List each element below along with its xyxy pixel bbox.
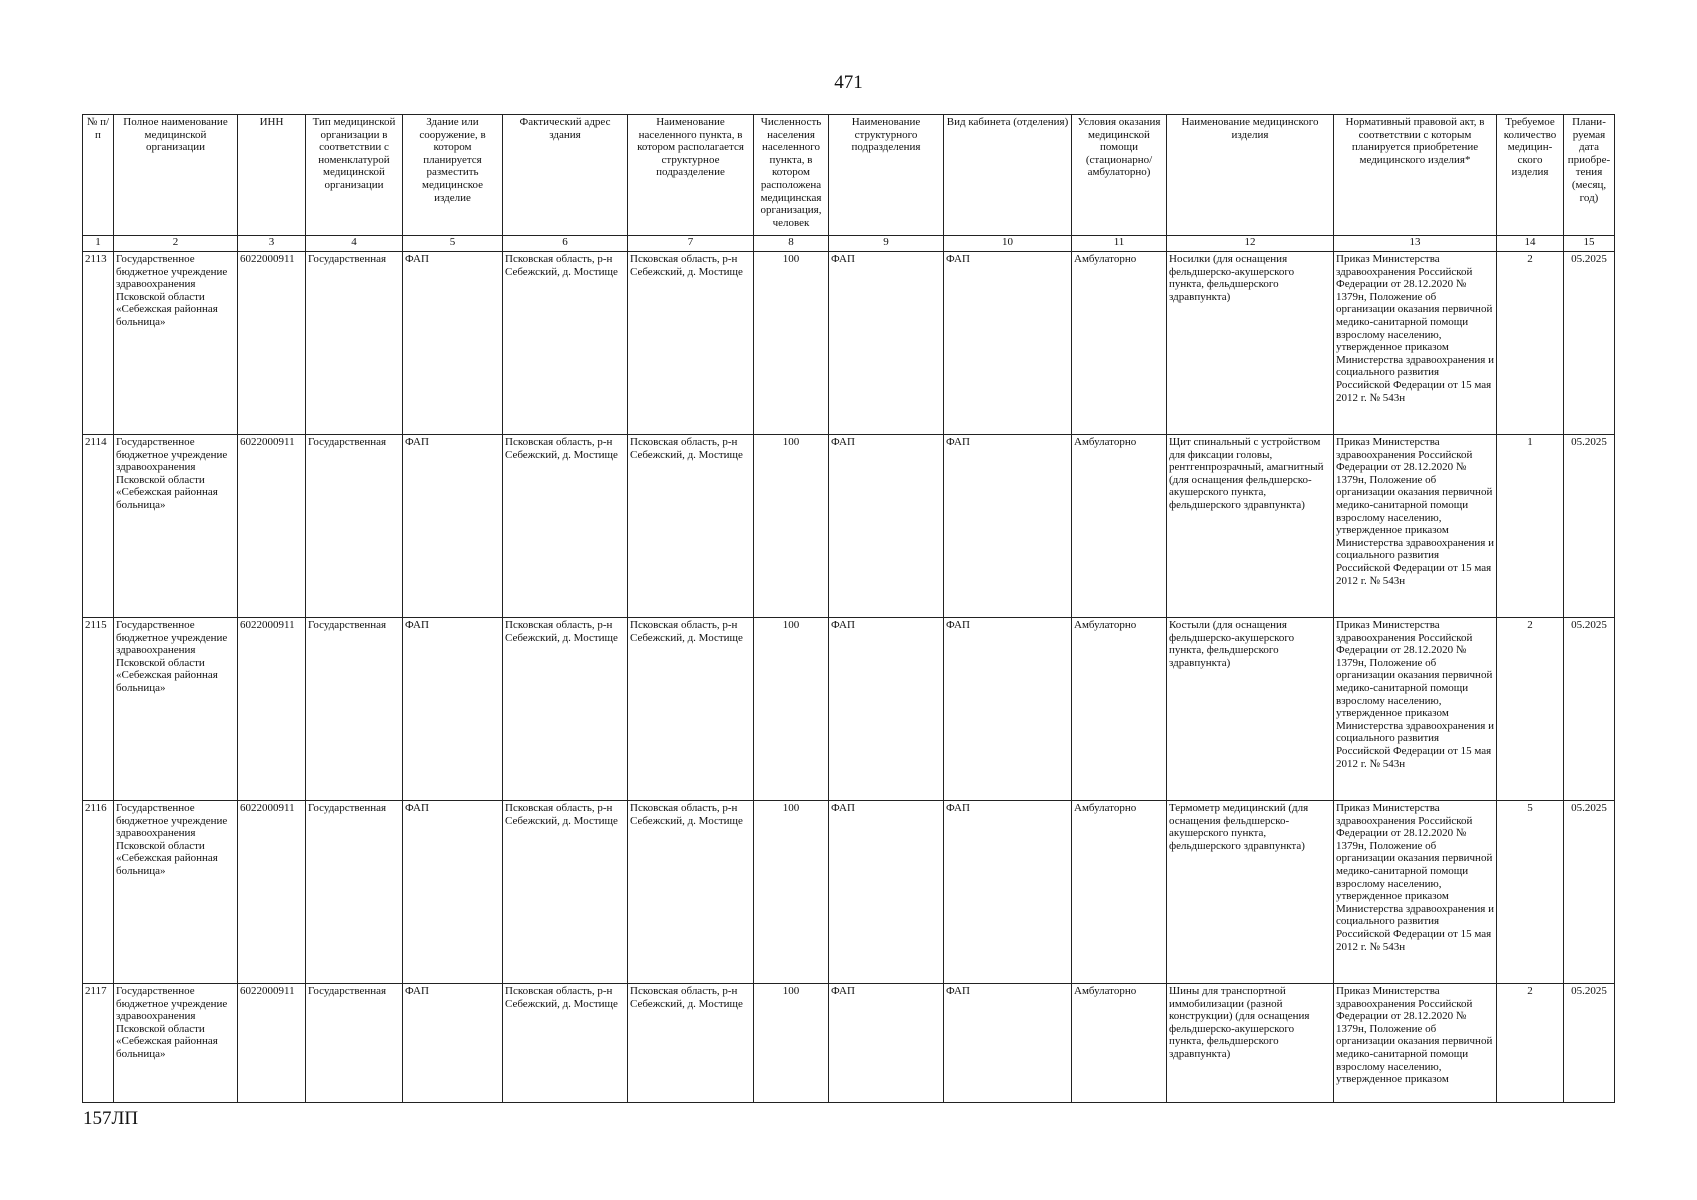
cell-num: 2117 (83, 984, 114, 1103)
cell-population: 100 (754, 252, 829, 435)
cell-population: 100 (754, 984, 829, 1103)
column-number-row (83, 236, 1615, 252)
cell-type: Государственная (306, 618, 403, 801)
cell-settlement: Псковская область, р-н Себежский, д. Мостище (628, 252, 754, 435)
col-number: 12 (1167, 236, 1334, 252)
header-settlement: Наименование населенного пункта, в котором располагается структурное подразделение (628, 115, 754, 236)
cell-unit: ФАП (829, 801, 944, 984)
cell-address: Псковская область, р-н Себежский, д. Мостище (503, 618, 628, 801)
cell-building: ФАП (403, 618, 503, 801)
cell-address: Псковская область, р-н Себежский, д. Мостище (503, 801, 628, 984)
col-number: 7 (628, 236, 754, 252)
col-number: 1 (83, 236, 114, 252)
header-address: Фактический адрес здания (503, 115, 628, 236)
cell-address: Псковская область, р-н Себежский, д. Мостище (503, 984, 628, 1103)
cell-building: ФАП (403, 435, 503, 618)
cell-qty: 2 (1497, 984, 1564, 1103)
cell-num: 2115 (83, 618, 114, 801)
cell-type: Государственная (306, 252, 403, 435)
col-number: 5 (403, 236, 503, 252)
cell-cabinet: ФАП (944, 618, 1072, 801)
header-unit: Наименование структурного подразделения (829, 115, 944, 236)
cell-act: Приказ Министерства здравоохранения Российской Федерации от 28.12.2020 № 1379н, Положение об организации оказания первичной медико-санитарной помощи взрослому населению, утвержденное приказом Министерства здравоохранения и социального развития Российской Федерации от 15 мая 2012 г. № 543н (1334, 435, 1497, 618)
page-number: 471 (834, 72, 863, 93)
table-row (83, 252, 1615, 435)
cell-org: Государственное бюджетное учреждение здравоохранения Псковской области «Себежская районная больница» (114, 801, 238, 984)
header-device: Наименование медицинского изделия (1167, 115, 1334, 236)
cell-building: ФАП (403, 984, 503, 1103)
cell-date: 05.2025 (1564, 618, 1615, 801)
cell-population: 100 (754, 618, 829, 801)
cell-org: Государственное бюджетное учреждение здравоохранения Псковской области «Себежская районная больница» (114, 435, 238, 618)
cell-org: Государственное бюджетное учреждение здравоохранения Псковской области «Себежская районная больница» (114, 252, 238, 435)
cell-device: Костыли (для оснащения фельдшерско-акушерского пункта, фельдшерского здравпункта) (1167, 618, 1334, 801)
cell-qty: 2 (1497, 618, 1564, 801)
col-number: 2 (114, 236, 238, 252)
header-act: Нормативный правовой акт, в соответствии с которым планируется приобретение медицинского изделия* (1334, 115, 1497, 236)
header-type: Тип медицинской организации в соответствии с номенклатурой медицинской организации (306, 115, 403, 236)
header-date: Плани-руемая дата приобре-тения (месяц, год) (1564, 115, 1615, 236)
cell-type: Государственная (306, 984, 403, 1103)
cell-num: 2113 (83, 252, 114, 435)
cell-population: 100 (754, 801, 829, 984)
header-org: Полное наименование медицинской организации (114, 115, 238, 236)
header-building: Здание или сооружение, в котором планируется разместить медицинское изделие (403, 115, 503, 236)
cell-device: Шины для транспортной иммобилизации (разной конструкции) (для оснащения фельдшерско-акушерского пункта, фельдшерского здравпункта) (1167, 984, 1334, 1103)
col-number: 10 (944, 236, 1072, 252)
cell-cabinet: ФАП (944, 984, 1072, 1103)
cell-act: Приказ Министерства здравоохранения Российской Федерации от 28.12.2020 № 1379н, Положение об организации оказания первичной медико-санитарной помощи взрослому населению, утвержденное приказом Министерства здравоохранения и социального развития Российской Федерации от 15 мая 2012 г. № 543н (1334, 801, 1497, 984)
table-row (83, 801, 1615, 984)
header-row (83, 115, 1615, 236)
cell-num: 2114 (83, 435, 114, 618)
cell-conditions: Амбулаторно (1072, 435, 1167, 618)
cell-inn: 6022000911 (238, 618, 306, 801)
cell-qty: 2 (1497, 252, 1564, 435)
cell-conditions: Амбулаторно (1072, 984, 1167, 1103)
col-number: 9 (829, 236, 944, 252)
cell-qty: 1 (1497, 435, 1564, 618)
cell-device: Щит спинальный с устройством для фиксации головы, рентгенпрозрачный, амагнитный (для оснащения фельдшерско-акушерского пункта, фельдшерского здравпункта) (1167, 435, 1334, 618)
header-num: № п/п (83, 115, 114, 236)
cell-date: 05.2025 (1564, 435, 1615, 618)
cell-act: Приказ Министерства здравоохранения Российской Федерации от 28.12.2020 № 1379н, Положение об организации оказания первичной медико-санитарной помощи взрослому населению, утвержденное приказом Министерства здравоохранения и социального развития Российской Федерации от 15 мая 2012 г. № 543н (1334, 252, 1497, 435)
header-population: Численность населения населенного пункта, в котором расположена медицинская организация, человек (754, 115, 829, 236)
cell-cabinet: ФАП (944, 435, 1072, 618)
col-number: 15 (1564, 236, 1615, 252)
cell-date: 05.2025 (1564, 801, 1615, 984)
cell-qty: 5 (1497, 801, 1564, 984)
cell-settlement: Псковская область, р-н Себежский, д. Мостище (628, 435, 754, 618)
cell-act: Приказ Министерства здравоохранения Российской Федерации от 28.12.2020 № 1379н, Положение об организации оказания первичной медико-санитарной помощи взрослому населению, утвержденное приказом Министерства здравоохранения и социального развития Российской Федерации от 15 мая 2012 г. № 543н (1334, 618, 1497, 801)
cell-conditions: Амбулаторно (1072, 252, 1167, 435)
cell-settlement: Псковская область, р-н Себежский, д. Мостище (628, 618, 754, 801)
col-number: 8 (754, 236, 829, 252)
cell-inn: 6022000911 (238, 252, 306, 435)
table-row (83, 984, 1615, 1103)
cell-unit: ФАП (829, 618, 944, 801)
cell-device: Носилки (для оснащения фельдшерско-акушерского пункта, фельдшерского здравпункта) (1167, 252, 1334, 435)
cell-num: 2116 (83, 801, 114, 984)
equipment-table (82, 114, 1615, 1103)
cell-cabinet: ФАП (944, 252, 1072, 435)
col-number: 3 (238, 236, 306, 252)
cell-type: Государственная (306, 801, 403, 984)
cell-address: Псковская область, р-н Себежский, д. Мостище (503, 252, 628, 435)
cell-unit: ФАП (829, 435, 944, 618)
col-number: 11 (1072, 236, 1167, 252)
col-number: 4 (306, 236, 403, 252)
cell-device: Термометр медицинский (для оснащения фельдшерско-акушерского пункта, фельдшерского здравпункта) (1167, 801, 1334, 984)
cell-date: 05.2025 (1564, 252, 1615, 435)
cell-building: ФАП (403, 801, 503, 984)
col-number: 13 (1334, 236, 1497, 252)
cell-population: 100 (754, 435, 829, 618)
cell-inn: 6022000911 (238, 984, 306, 1103)
header-inn: ИНН (238, 115, 306, 236)
cell-type: Государственная (306, 435, 403, 618)
table-row (83, 618, 1615, 801)
cell-address: Псковская область, р-н Себежский, д. Мостище (503, 435, 628, 618)
cell-inn: 6022000911 (238, 801, 306, 984)
cell-conditions: Амбулаторно (1072, 801, 1167, 984)
cell-org: Государственное бюджетное учреждение здравоохранения Псковской области «Себежская районная больница» (114, 618, 238, 801)
cell-unit: ФАП (829, 984, 944, 1103)
cell-unit: ФАП (829, 252, 944, 435)
header-cabinet: Вид кабинета (отделения) (944, 115, 1072, 236)
cell-settlement: Псковская область, р-н Себежский, д. Мостище (628, 801, 754, 984)
document-code: 157ЛП (83, 1108, 139, 1129)
header-qty: Требуемое количество медицин-ского изделия (1497, 115, 1564, 236)
col-number: 14 (1497, 236, 1564, 252)
header-conditions: Условия оказания медицинской помощи (стационарно/ амбулаторно) (1072, 115, 1167, 236)
col-number: 6 (503, 236, 628, 252)
cell-act: Приказ Министерства здравоохранения Российской Федерации от 28.12.2020 № 1379н, Положение об организации оказания первичной медико-санитарной помощи взрослому населению, утвержденное приказом (1334, 984, 1497, 1103)
cell-building: ФАП (403, 252, 503, 435)
cell-org: Государственное бюджетное учреждение здравоохранения Псковской области «Себежская районная больница» (114, 984, 238, 1103)
cell-inn: 6022000911 (238, 435, 306, 618)
cell-conditions: Амбулаторно (1072, 618, 1167, 801)
cell-date: 05.2025 (1564, 984, 1615, 1103)
cell-settlement: Псковская область, р-н Себежский, д. Мостище (628, 984, 754, 1103)
table-row (83, 435, 1615, 618)
cell-cabinet: ФАП (944, 801, 1072, 984)
